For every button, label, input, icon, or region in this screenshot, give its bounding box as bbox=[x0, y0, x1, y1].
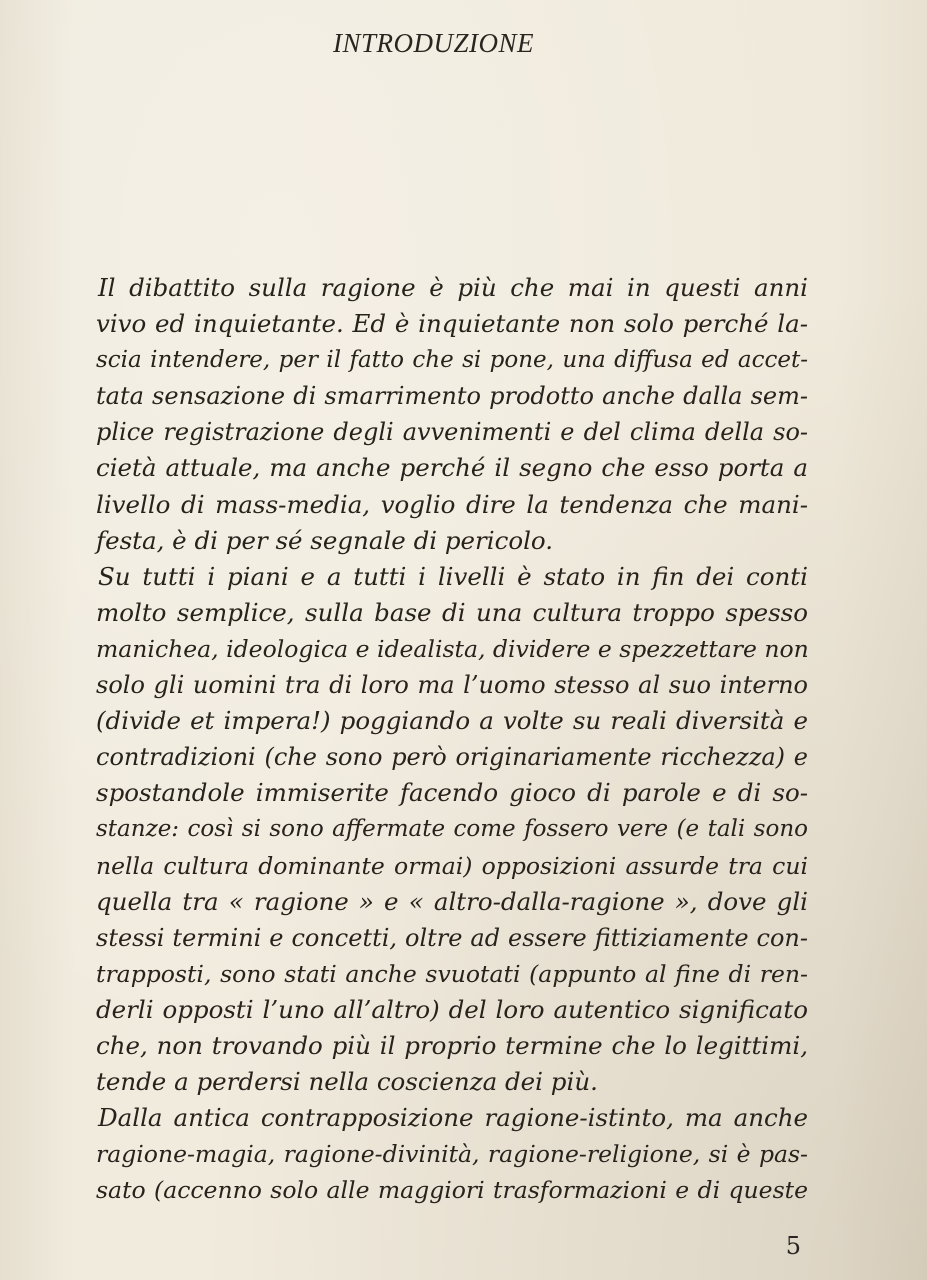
paragraph bbox=[96, 270, 808, 559]
text-line: vivo ed inquietante. Ed è inquietante non solo perché la- bbox=[96, 309, 808, 339]
chapter-title: INTRODUZIONE bbox=[332, 28, 534, 58]
page-number: 5 bbox=[785, 1232, 801, 1260]
text-line: quella tra « ragione » e « altro-dalla-ragione », dove gli bbox=[96, 886, 808, 916]
text-line: ragione-magia, ragione-divinità, ragione-religione, si è pas- bbox=[96, 1140, 808, 1169]
text-line: (divide et impera!) poggiando a volte su reali diversità e bbox=[96, 706, 808, 736]
text-line: solo gli uomini tra di loro ma l’uomo stesso al suo interno bbox=[96, 671, 808, 700]
text-line: contradizioni (che sono però originariamente ricchezza) e bbox=[96, 743, 808, 772]
text-line: stanze: così si sono affermate come fossero vere (e tali sono bbox=[96, 816, 808, 843]
text-line: tende a perdersi nella coscienza dei più. bbox=[96, 1067, 598, 1097]
text-line: trapposti, sono stati anche svuotati (appunto al fine di ren- bbox=[96, 959, 808, 988]
text-line: derli opposti l’uno all’altro) del loro autentico significato bbox=[96, 994, 808, 1024]
text-line: scia intendere, per il fatto che si pone, una diffusa ed accet- bbox=[96, 347, 808, 374]
text-line: Il dibattito sulla ragione è più che mai in questi anni bbox=[98, 273, 808, 302]
text-line: stessi termini e concetti, oltre ad essere fittiziamente con- bbox=[96, 923, 808, 952]
paragraph bbox=[96, 1100, 808, 1208]
body-text bbox=[96, 270, 808, 1208]
text-line: livello di mass-media, voglio dire la tendenza che mani- bbox=[96, 489, 808, 519]
text-line: Dalla antica contrapposizione ragione-istinto, ma anche bbox=[98, 1103, 808, 1133]
paragraph bbox=[96, 559, 808, 1100]
text-line: festa, è di per sé segnale di pericolo. bbox=[96, 525, 554, 555]
text-line: sato (accenno solo alle maggiori trasformazioni e di queste bbox=[96, 1176, 808, 1205]
text-line: plice registrazione degli avvenimenti e del clima della so- bbox=[96, 418, 808, 447]
text-line: che, non trovando più il proprio termine che lo legittimi, bbox=[96, 1030, 808, 1060]
text-line: Su tutti i piani e a tutti i livelli è stato in fin dei conti bbox=[98, 561, 808, 591]
text-line: manichea, ideologica e idealista, dividere e spezzettare non bbox=[96, 634, 809, 663]
text-line: spostandole immiserite facendo gioco di parole e di so- bbox=[96, 778, 808, 808]
text-line: cietà attuale, ma anche perché il segno che esso porta a bbox=[96, 453, 808, 483]
text-line: molto semplice, sulla base di una cultura troppo spesso bbox=[96, 597, 808, 627]
text-line: tata sensazione di smarrimento prodotto anche dalla sem- bbox=[96, 382, 808, 411]
text-line: nella cultura dominante ormai) opposizioni assurde tra cui bbox=[96, 851, 808, 880]
